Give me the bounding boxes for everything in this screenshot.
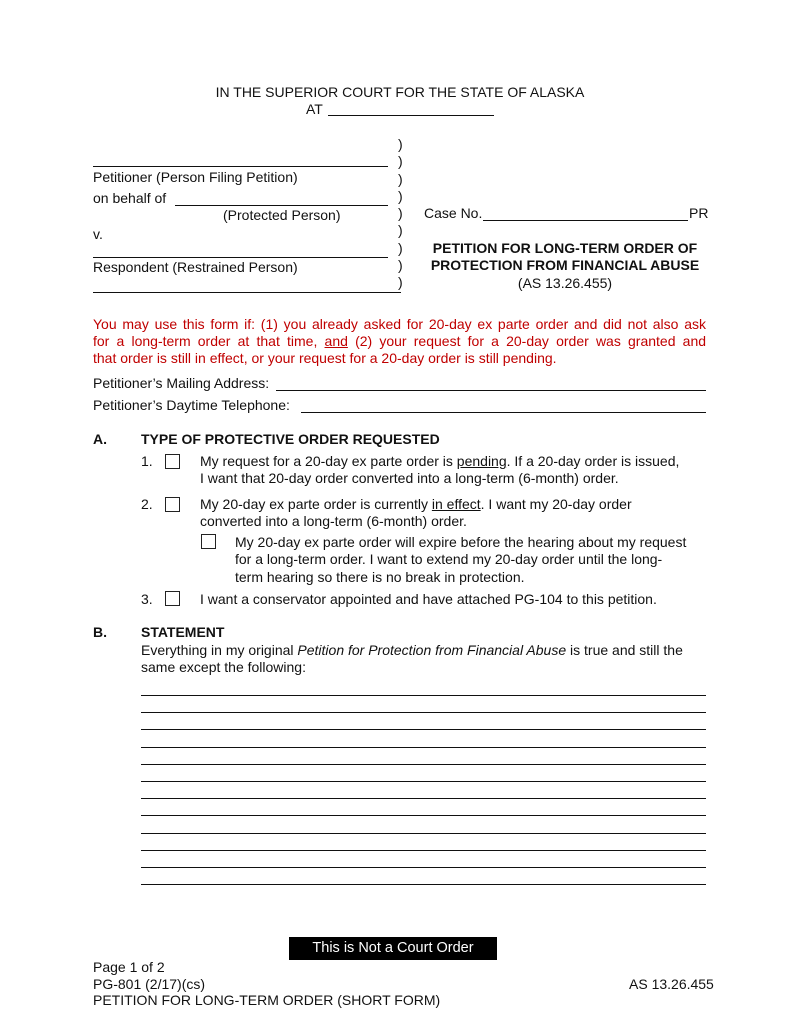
section-b-letter: B. — [93, 624, 107, 640]
statement-line[interactable] — [141, 695, 706, 696]
section-a-title: TYPE OF PROTECTIVE ORDER REQUESTED — [141, 431, 440, 447]
option1-text: My request for a 20-day ex parte order is — [200, 453, 457, 469]
on-behalf-of-label: on behalf of — [93, 190, 167, 206]
footer-statute: AS 13.26.455 — [629, 976, 714, 992]
form-title-line1: PETITION FOR LONG-TERM ORDER OF — [432, 240, 698, 256]
option3-number: 3. — [141, 591, 153, 607]
original-petition-title: Petition for Protection from Financial Abuse — [297, 642, 567, 658]
statement-line[interactable] — [141, 781, 706, 782]
instructions-text: (2) your request for a 20-day order was granted and — [355, 333, 707, 349]
option1-text-line2: I want that 20-day order converted into a long-term (6-month) order. — [200, 470, 619, 486]
option2-number: 2. — [141, 496, 153, 512]
respondent-name-field[interactable] — [93, 257, 388, 258]
extend-order-line1: My 20-day ex parte order will expire before the hearing about my request — [235, 534, 687, 550]
court-location-label: AT — [306, 101, 323, 117]
not-court-order-banner: This is Not a Court Order — [289, 937, 497, 960]
statement-line[interactable] — [141, 712, 706, 713]
extend-order-line2: for a long-term order. I want to extend my 20-day order until the long- — [235, 551, 663, 567]
case-number-label: Case No. — [424, 205, 483, 221]
petitioner-label: Petitioner (Person Filing Petition) — [93, 169, 298, 185]
caption-parentheses: ) ) ) ) ) ) ) ) ) — [398, 136, 403, 291]
statement-line[interactable] — [141, 850, 706, 851]
mailing-address-label: Petitioner’s Mailing Address: — [93, 375, 270, 391]
statement-line[interactable] — [141, 747, 706, 748]
instructions-line3: that order is still in effect, or your request for a 20-day order is still pending. — [93, 350, 557, 366]
footer-form-name: PETITION FOR LONG-TERM ORDER (SHORT FORM) — [93, 992, 441, 1008]
option1-pending: pending — [456, 453, 507, 469]
statement-line[interactable] — [141, 815, 706, 816]
option2-in-effect: in effect — [431, 496, 481, 512]
statement-intro-line2: same except the following: — [141, 659, 306, 675]
footer-form-number: PG-801 (2/17)(cs) — [93, 976, 206, 992]
instructions-text: for a long-term order at that time, — [93, 333, 318, 349]
option2-text-line2: converted into a long-term (6-month) order. — [200, 513, 467, 529]
instructions-line2 — [93, 333, 706, 350]
option2-text-line1 — [200, 496, 632, 513]
statement-line[interactable] — [141, 729, 706, 730]
option1-number: 1. — [141, 453, 153, 469]
extend-order-checkbox[interactable] — [201, 534, 216, 549]
instructions-and: and — [324, 333, 348, 349]
statement-text: Everything in my original — [141, 642, 298, 658]
section-a-letter: A. — [93, 431, 107, 447]
protected-person-field[interactable] — [175, 205, 388, 206]
protected-person-label: (Protected Person) — [223, 207, 341, 223]
versus-label: v. — [93, 226, 103, 242]
caption-bottom-line — [93, 292, 401, 293]
option1-checkbox[interactable] — [165, 454, 180, 469]
telephone-field[interactable] — [301, 412, 706, 413]
footer-page-number: Page 1 of 2 — [93, 959, 165, 975]
extend-order-line3: term hearing so there is no break in protection. — [235, 569, 525, 585]
statement-text: is true and still the — [566, 642, 683, 658]
case-number-field[interactable] — [483, 220, 688, 221]
case-suffix: PR — [689, 205, 709, 221]
mailing-address-field[interactable] — [276, 390, 706, 391]
section-b-title: STATEMENT — [141, 624, 225, 640]
respondent-label: Respondent (Restrained Person) — [93, 259, 298, 275]
statement-line[interactable] — [141, 764, 706, 765]
form-statute: (AS 13.26.455) — [517, 275, 613, 291]
statement-line[interactable] — [141, 833, 706, 834]
statement-line[interactable] — [141, 884, 706, 885]
option1-text: . If a 20-day order is issued, — [506, 453, 680, 469]
instructions-line1: You may use this form if: (1) you already asked for 20-day ex parte order and did not also ask — [93, 316, 706, 332]
statement-line[interactable] — [141, 798, 706, 799]
statement-intro-line1 — [141, 642, 683, 659]
option3-text: I want a conservator appointed and have attached PG-104 to this petition. — [200, 591, 657, 607]
option2-text: My 20-day ex parte order is currently — [200, 496, 432, 512]
telephone-label: Petitioner’s Daytime Telephone: — [93, 397, 290, 413]
petitioner-name-field[interactable] — [93, 166, 388, 167]
option1-text-line1 — [200, 453, 679, 470]
option3-checkbox[interactable] — [165, 591, 180, 606]
form-title-line2: PROTECTION FROM FINANCIAL ABUSE — [430, 257, 700, 273]
statement-line[interactable] — [141, 867, 706, 868]
court-heading: IN THE SUPERIOR COURT FOR THE STATE OF ALASKA — [215, 84, 585, 100]
option2-text: . I want my 20-day order — [480, 496, 632, 512]
court-location-field[interactable] — [328, 115, 494, 116]
option2-checkbox[interactable] — [165, 497, 180, 512]
